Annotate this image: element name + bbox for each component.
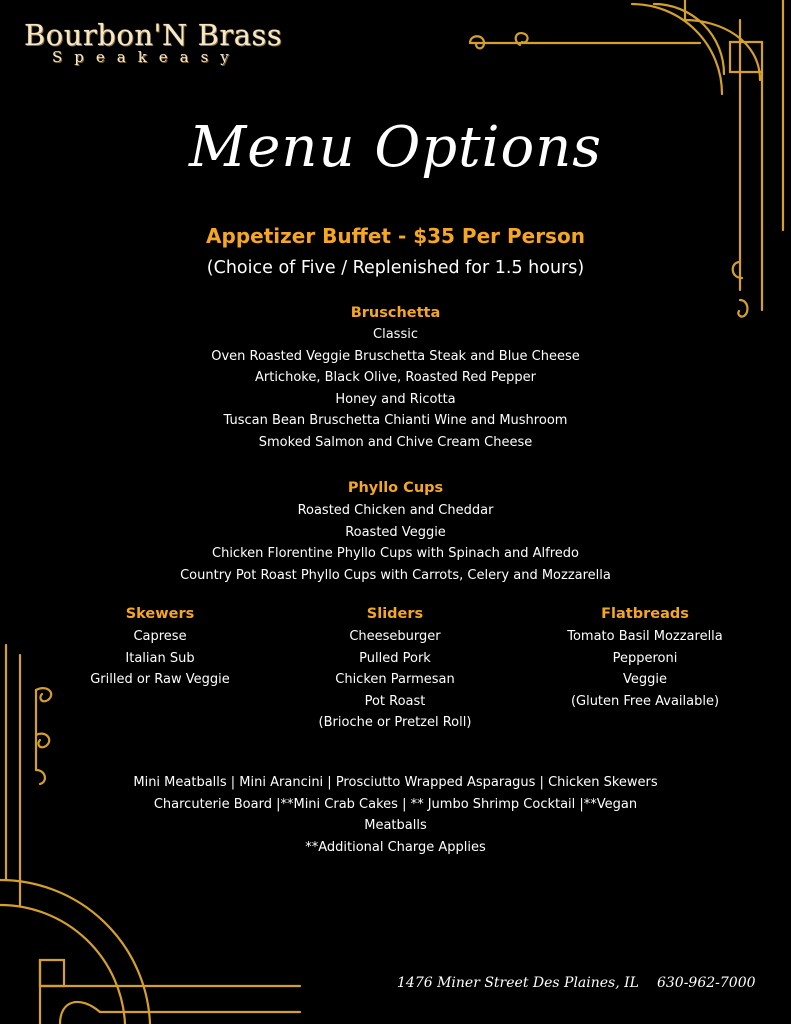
skewers-item: Caprese <box>133 629 187 644</box>
phyllo-item: Roasted Chicken and Cheddar <box>297 503 494 518</box>
sliders-heading: Sliders <box>366 606 424 622</box>
brand-tagline: Speakeasy <box>52 48 241 66</box>
flatbreads-heading: Flatbreads <box>601 606 689 622</box>
page-title: Menu Options <box>188 115 603 180</box>
bruschetta-heading: Bruschetta <box>350 305 441 321</box>
sliders-item: Pot Roast <box>364 693 426 709</box>
extras-line: Charcuterie Board |**Mini Crab Cakes | ** Jumbo Shrimp Cocktail |**Vegan <box>153 796 638 812</box>
flatbreads-section <box>535 602 755 712</box>
extras-line: Meatballs <box>364 818 427 833</box>
extras-note: **Additional Charge Applies <box>305 839 486 855</box>
buffet-title: Appetizer Buffet - $35 Per Person <box>206 224 585 248</box>
bruschetta-item: Classic <box>373 327 418 342</box>
extras-line: Mini Meatballs | Mini Arancini | Prosciutto Wrapped Asparagus | Chicken Skewers <box>133 775 658 790</box>
phyllo-item: Country Pot Roast Phyllo Cups with Carrots, Celery and Mozzarella <box>180 567 611 583</box>
sliders-section <box>290 602 500 734</box>
footer-phone: 630-962-7000 <box>656 975 756 991</box>
phyllo-item: Roasted Veggie <box>345 524 446 540</box>
bruschetta-item: Honey and Ricotta <box>335 391 456 407</box>
brand-name: Bourbon'N Brass <box>24 18 283 52</box>
sliders-item: Cheeseburger <box>349 629 441 644</box>
footer-contact <box>397 975 756 991</box>
bruschetta-section <box>0 302 791 453</box>
skewers-item: Italian Sub <box>125 650 195 666</box>
skewers-section <box>60 602 260 691</box>
bruschetta-item: Oven Roasted Veggie Bruschetta Steak and Blue Cheese <box>211 348 580 364</box>
bruschetta-item: Tuscan Bean Bruschetta Chianti Wine and Mushroom <box>223 413 568 428</box>
phyllo-item: Chicken Florentine Phyllo Cups with Spinach and Alfredo <box>212 546 579 561</box>
phyllo-section <box>0 476 791 586</box>
buffet-subtitle: (Choice of Five / Replenished for 1.5 hours) <box>206 258 585 278</box>
footer-address: 1476 Miner Street Des Plaines, IL <box>397 975 639 991</box>
bruschetta-item: Artichoke, Black Olive, Roasted Red Pepper <box>254 370 536 385</box>
sliders-item: Chicken Parmesan <box>335 672 455 687</box>
flatbreads-item: (Gluten Free Available) <box>570 693 720 709</box>
sliders-item: Pulled Pork <box>359 650 431 666</box>
skewers-item: Grilled or Raw Veggie <box>90 672 230 687</box>
bruschetta-item: Smoked Salmon and Chive Cream Cheese <box>258 434 533 450</box>
flatbreads-item: Veggie <box>623 672 667 687</box>
phyllo-heading: Phyllo Cups <box>347 480 444 496</box>
sliders-item: (Brioche or Pretzel Roll) <box>318 715 472 730</box>
brand-logo <box>24 18 334 66</box>
flatbreads-item: Tomato Basil Mozzarella <box>567 629 723 644</box>
extras-section <box>0 772 791 858</box>
flatbreads-item: Pepperoni <box>612 650 678 666</box>
skewers-heading: Skewers <box>125 606 195 622</box>
